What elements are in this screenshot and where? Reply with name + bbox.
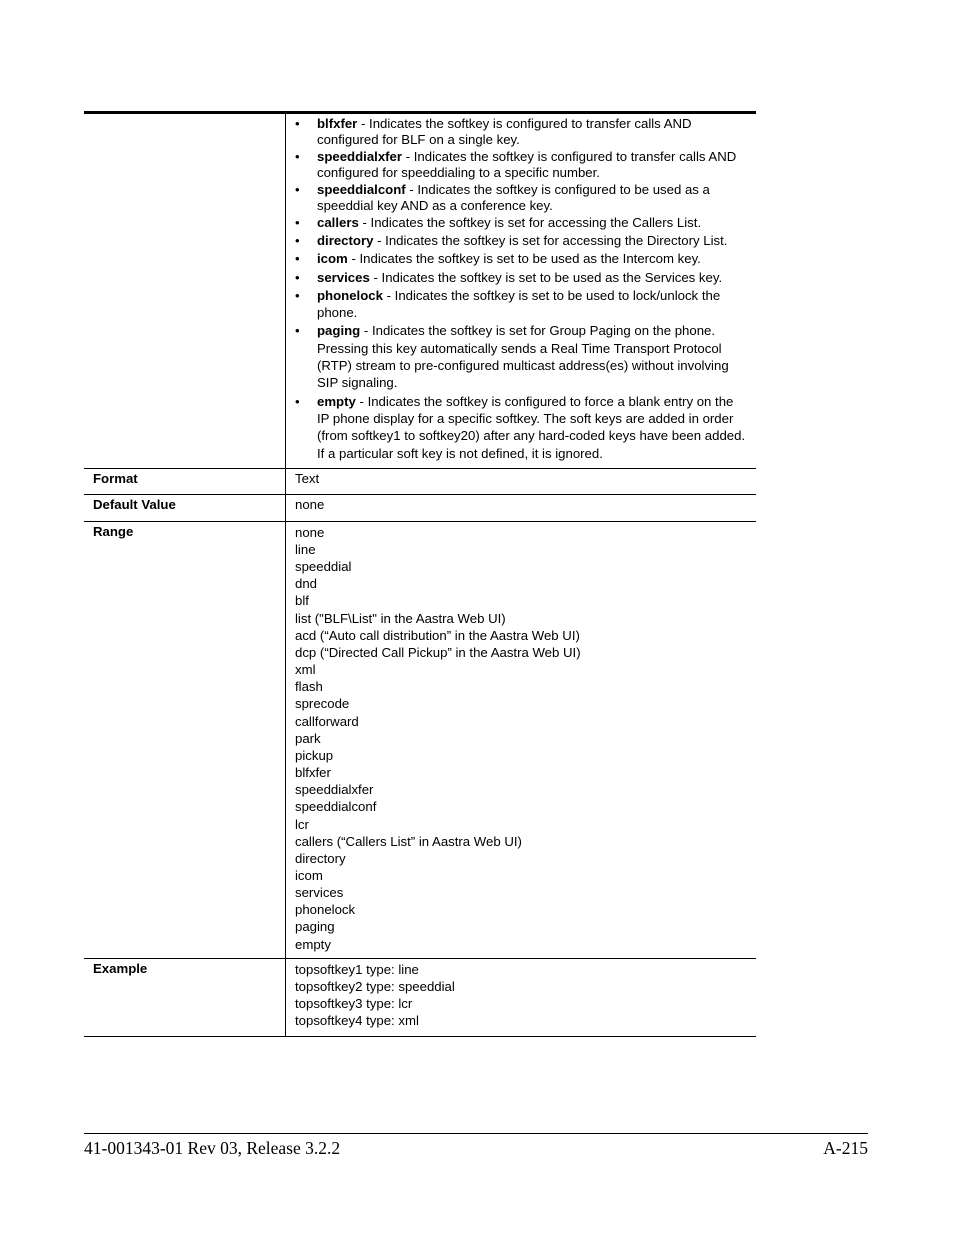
bullet-dot: • (295, 233, 300, 248)
range-label: Range (84, 522, 286, 958)
bullet-text (317, 215, 748, 231)
default-value-value: none (295, 496, 325, 512)
bullet-text (317, 287, 748, 322)
bullet-description: - Indicates the softkey is configured to be used as a speeddial key AND as a conference key. (317, 182, 710, 213)
bullet-item (295, 149, 748, 181)
bullet-item (295, 393, 748, 462)
example-item: topsoftkey2 type: speeddial (295, 978, 455, 994)
example-label: Example (84, 959, 286, 1036)
bullet-text (317, 269, 748, 286)
example-item: topsoftkey1 type: line (295, 961, 419, 977)
range-item: speeddialxfer (295, 782, 374, 798)
range-item: blf (295, 593, 309, 609)
bullet-keyword: empty (317, 393, 356, 409)
bullet-dot: • (295, 323, 300, 339)
bullet-dot: • (295, 215, 300, 230)
range-item: lcr (295, 816, 309, 832)
bullet-keyword: services (317, 269, 370, 285)
description-row (84, 114, 756, 469)
example-item: topsoftkey4 type: xml (295, 1013, 419, 1029)
range-item: icom (295, 867, 323, 883)
bullet-item (295, 269, 748, 286)
description-cell (286, 114, 756, 468)
range-item: services (295, 885, 344, 901)
bullet-description: - Indicates the softkey is configured to transfer calls AND configured for speeddialing to a specific number. (317, 149, 737, 180)
bullet-text (317, 250, 748, 267)
bullet-text (317, 393, 748, 462)
footer-divider (84, 1133, 868, 1134)
bullet-dot: • (295, 251, 300, 267)
range-item: line (295, 542, 316, 558)
range-item: blfxfer (295, 765, 331, 781)
bullet-text (317, 116, 748, 148)
range-item: flash (295, 679, 323, 695)
bullet-keyword: callers (317, 215, 359, 230)
bullet-keyword: speeddialxfer (317, 149, 403, 164)
example-values (286, 959, 756, 1036)
range-item: xml (295, 662, 316, 678)
footer-doc-id: 41-001343-01 Rev 03, Release 3.2.2 (84, 1138, 341, 1158)
bullet-item (295, 182, 748, 214)
bullet-description: - Indicates the softkey is set for Group Paging on the phone. Pressing this key automatically sends a Real Time Transport Protocol (RTP) stream to pre-configured multicast address(es) without involving SIP signaling. (317, 323, 729, 391)
default-value-row (84, 495, 756, 522)
bullet-item (295, 215, 748, 231)
bullet-dot: • (295, 182, 300, 197)
bullet-item (295, 116, 748, 148)
example-row (84, 959, 756, 1037)
bullet-description: - Indicates the softkey is configured to force a blank entry on the IP phone display for a specific softkey. The soft keys are added in order (from softkey1 to softkey20) after any hard-coded keys have been added. If a particular soft key is not defined, it is ignored. (317, 393, 746, 461)
bullet-description: - Indicates the softkey is set for accessing the Callers List. (358, 215, 702, 230)
range-item: paging (295, 919, 335, 935)
bullet-description: - Indicates the softkey is set to be used as the Services key. (369, 269, 723, 285)
bullet-text (317, 232, 748, 249)
bullet-item (295, 322, 748, 391)
bullet-item (295, 250, 748, 267)
example-item: topsoftkey3 type: lcr (295, 996, 413, 1012)
footer-page-number: A-215 (823, 1138, 868, 1158)
range-item: phonelock (295, 902, 356, 918)
bullet-dot: • (295, 149, 300, 164)
bullet-keyword: phonelock (317, 287, 383, 303)
bullet-keyword: icom (317, 251, 348, 267)
range-item: speeddial (295, 559, 352, 575)
range-values (286, 522, 756, 958)
default-value-label: Default Value (84, 495, 286, 521)
bullet-dot: • (295, 287, 300, 303)
range-item: callers (“Callers List” in Aastra Web UI) (295, 833, 522, 849)
range-item: dnd (295, 576, 318, 592)
bullet-description: - Indicates the softkey is set to be used as the Intercom key. (347, 251, 701, 267)
parameter-table (84, 111, 756, 1037)
bullet-keyword: directory (317, 233, 374, 248)
range-item: park (295, 730, 321, 746)
bullet-dot: • (295, 116, 300, 131)
range-item: sprecode (295, 696, 350, 712)
range-item: list ("BLF\List" in the Aastra Web UI) (295, 610, 506, 626)
bullet-item (295, 287, 748, 322)
bullet-text (317, 149, 748, 181)
bullet-item (295, 232, 748, 249)
range-row (84, 522, 756, 959)
range-item: pickup (295, 747, 334, 763)
description-label-cell (84, 114, 286, 468)
range-item: empty (295, 936, 331, 952)
bullet-keyword: speeddialconf (317, 182, 406, 197)
range-item: none (295, 524, 325, 540)
range-item: dcp (“Directed Call Pickup” in the Aastra Web UI) (295, 644, 581, 660)
bullet-keyword: paging (317, 323, 361, 339)
range-item: callforward (295, 713, 359, 729)
bullet-description: - Indicates the softkey is set to be used to lock/unlock the phone. (317, 287, 721, 321)
range-item: directory (295, 850, 346, 866)
range-item: acd (“Auto call distribution” in the Aastra Web UI) (295, 627, 580, 643)
bullet-text (317, 322, 748, 391)
bullet-text (317, 182, 748, 214)
range-item: speeddialconf (295, 799, 377, 815)
format-label: Format (84, 469, 286, 494)
bullet-keyword: blfxfer (317, 116, 358, 131)
format-row (84, 469, 756, 495)
bullet-description: - Indicates the softkey is configured to transfer calls AND configured for BLF on a single key. (317, 116, 692, 147)
bullet-description: - Indicates the softkey is set for accessing the Directory List. (373, 233, 728, 248)
bullet-dot: • (295, 393, 300, 409)
format-value: Text (295, 470, 320, 486)
bullet-dot: • (295, 269, 300, 285)
